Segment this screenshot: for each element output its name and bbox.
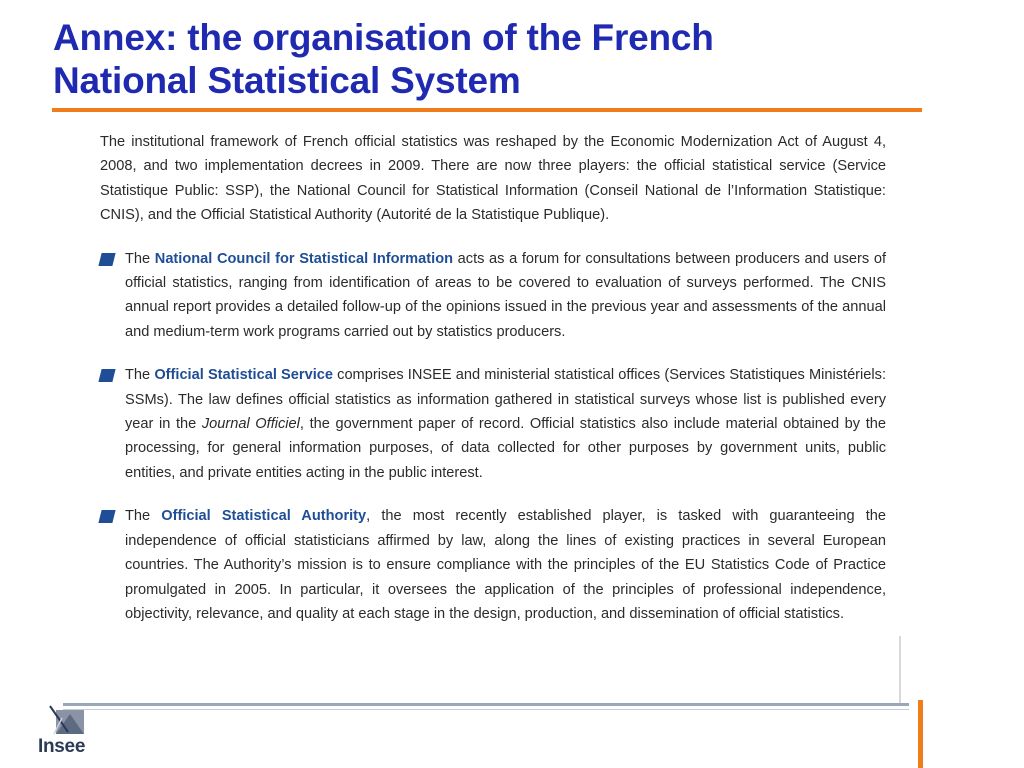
insee-logo-icon: [48, 704, 88, 738]
item-body-part-2: , the government paper of record. Official statistics also include material obtained by the processing, for general information purposes, of data collected for other purposes by government units, public entities, and private entities acting in the public interest.: [125, 416, 886, 481]
item-body-part-1: comprises INSEE and ministerial statistical offices (Services Statistiques Ministériels: SSMs). The law defines official statistics as information gathered in statistical surveys whose list is published every year in the: [125, 367, 886, 433]
item-lead: The: [125, 367, 155, 384]
term-official-statistical-service: Official Statistical Service: [154, 367, 333, 384]
bullet-item-authority: [100, 504, 886, 626]
item-body: , the most recently established player, is tasked with guaranteeing the independence of official statisticians affirmed by law, along the lines of existing practices in several European countries. The Authority’s mission is to ensure compliance with the principles of the EU Statistics Code of Practice promulgated in 2005. In particular, it oversees the application of the principles of professional independence, objectivity, relevance, and quality at each stage in the design, production, and dissemination of official statistics.: [125, 508, 887, 622]
title-underline: [52, 108, 922, 112]
term-official-statistical-authority: Official Statistical Authority: [161, 508, 367, 525]
slide-title: [53, 16, 913, 102]
term-national-council: National Council for Statistical Information: [154, 250, 454, 267]
bullet-item-text: [125, 247, 886, 345]
accent-vertical-bar: [918, 700, 923, 768]
item-lead: The: [125, 508, 162, 525]
bullet-item-text: [125, 504, 886, 626]
slide-title-line-2: National Statistical System: [53, 60, 521, 101]
scan-edge-shadow: [899, 636, 901, 706]
bullet-item-cnis: [100, 247, 886, 345]
item-body: acts as a forum for consultations between producers and users of official statistics, ranging from identification of areas to be covered to evaluation of surveys performed. The CNIS annual report provides a detailed follow-up of the opinions issued in the previous year and assessments of the annual and medium-term work programs carried out by statistics producers.: [125, 250, 887, 340]
square-bullet-icon: [98, 510, 115, 523]
square-bullet-icon: [98, 369, 115, 382]
insee-logo: [38, 704, 92, 760]
intro-paragraph: The institutional framework of French official statistics was reshaped by the Economic Modernization Act of August 4, 2008, and two implementation decrees in 2009. There are now three players: the official statistical service (Service Statistique Public: SSP), the National Council for Statistical Information (Conseil National de l’Information Statistique: CNIS), and the Official Statistical Authority (Autorité de la Statistique Publique).: [100, 134, 886, 224]
insee-logo-text: Insee: [38, 736, 86, 757]
slide-title-line-1: Annex: the organisation of the French: [53, 17, 714, 58]
scan-bottom-border-secondary: [63, 709, 909, 710]
document-text: [100, 130, 886, 626]
bullet-item-text: [125, 363, 886, 485]
scanned-document: [63, 116, 897, 706]
scan-bottom-border: [63, 703, 909, 706]
square-bullet-icon: [98, 253, 115, 266]
item-lead: The: [125, 250, 155, 267]
bullet-item-ssp: [100, 363, 886, 485]
journal-officiel-emphasis: Journal Officiel: [201, 416, 300, 433]
